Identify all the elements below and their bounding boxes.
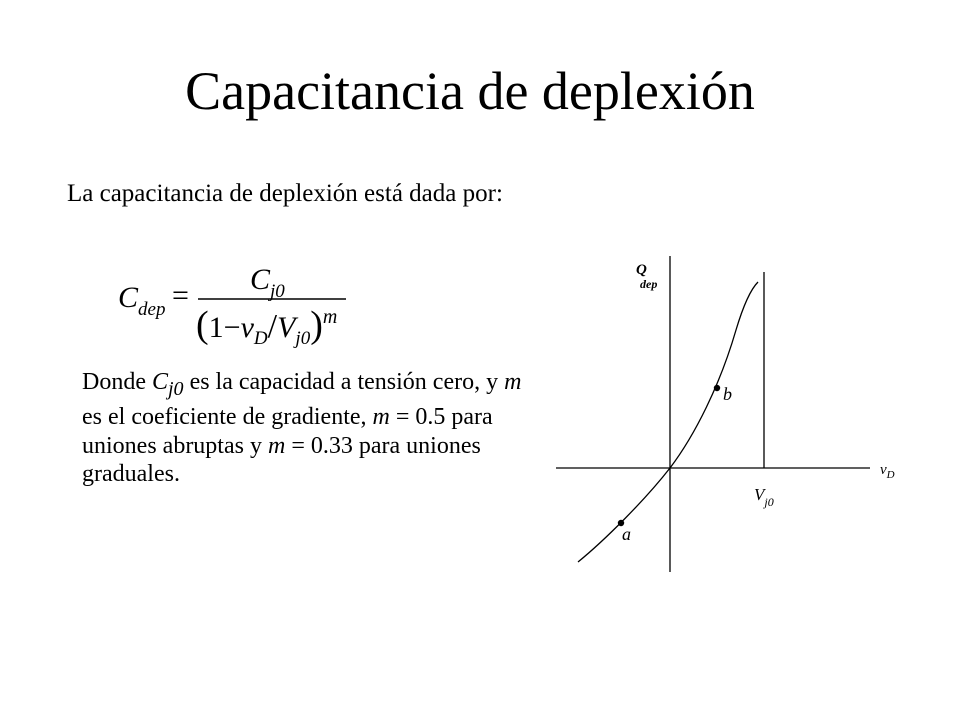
charge-voltage-graph xyxy=(550,250,910,580)
intro-text: La capacitancia de deplexión está dada por: xyxy=(67,180,503,207)
formula-numerator: $C_{j0}$ xyxy=(250,263,285,302)
formula-equals: = xyxy=(172,279,189,312)
x-axis-label: $v_D$ xyxy=(880,462,895,481)
formula-denominator: $(1-v_D/V_{j0})^m$ xyxy=(196,304,338,349)
slide-title: Capacitancia de deplexión xyxy=(185,61,755,121)
charge-curve xyxy=(578,282,758,562)
description-text: Donde $C_{j0}$ es la capacidad a tensión cero, y m es el coeficiente de gradiente, m = 0.5 para uniones abruptas y m = 0.33 para uniones graduales. xyxy=(82,369,522,488)
point-a-label: a xyxy=(622,524,631,544)
vj0-label: $V_{j0}$ xyxy=(754,485,774,509)
y-axis-label: Q dep xyxy=(636,262,658,291)
point-b xyxy=(714,385,720,391)
depletion-capacitance-formula xyxy=(110,255,370,355)
point-b-label: b xyxy=(723,384,732,404)
formula-lhs: $C_{dep}$ xyxy=(118,281,166,320)
